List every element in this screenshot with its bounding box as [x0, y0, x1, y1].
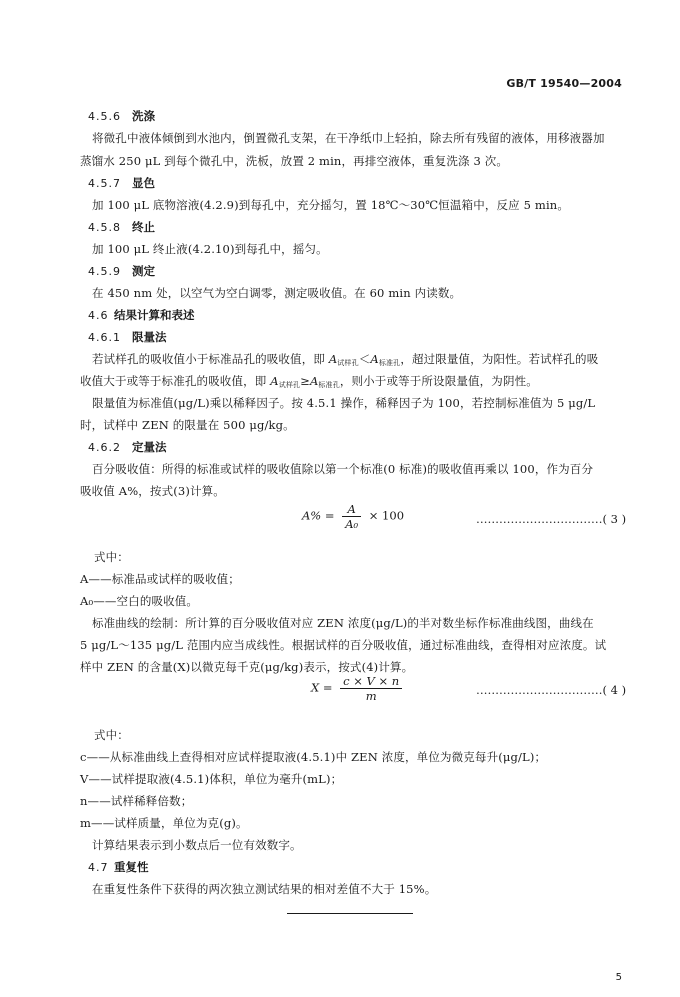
heading-4-6-2 [88, 439, 167, 455]
standard-code: GB/T 19540—2004 [506, 77, 622, 90]
where-label: 式中： [94, 728, 129, 742]
section-title: 限量法 [132, 330, 167, 344]
paragraph-line: 吸收值 A%，按式(3)计算。 [80, 484, 225, 498]
heading-4-5-9 [88, 263, 155, 279]
paragraph-line: 百分吸收值：所得的标准或试样的吸收值除以第一个标准(0 标准)的吸收值再乘以 100，作为百分 [92, 462, 594, 476]
where-label: 式中： [94, 550, 129, 564]
section-title: 洗涤 [132, 109, 155, 123]
section-number: 4.5.9 [88, 265, 121, 278]
equation-number-4: ……………………………( 4 ) [476, 683, 627, 697]
paragraph-line: 收值大于或等于标准孔的吸收值，即 $A_{试样孔}\ge A_{标准孔}$，则小于或等于所设限量值，为阴性。 [80, 374, 538, 389]
paragraph-line: 将微孔中液体倾倒到水池内，倒置微孔支架，在干净纸巾上轻拍，除去所有残留的液体，用移液器加 [92, 131, 605, 145]
paragraph-line: 样中 ZEN 的含量(X)以微克每千克(μg/kg)表示，按式(4)计算。 [80, 660, 414, 674]
heading-4-5-6 [88, 108, 155, 124]
heading-4-6-1 [88, 329, 167, 345]
paragraph-line: 限量值为标准值(μg/L)乘以稀释因子。按 4.5.1 操作，稀释因子为 100，若控制标准值为 5 μg/L [92, 396, 596, 410]
section-number: 4.5.7 [88, 177, 121, 190]
end-rule [287, 913, 413, 914]
paragraph-line: 标准曲线的绘制：所计算的百分吸收值对应 ZEN 浓度(μg/L)的半对数坐标作标准曲线图，曲线在 [92, 616, 594, 630]
section-number: 4.6.2 [88, 441, 121, 454]
equation-number-3: ……………………………( 3 ) [476, 512, 627, 526]
section-title: 测定 [132, 264, 155, 278]
paragraph-line: 5 μg/L～135 μg/L 范围内应当成线性。根据试样的百分吸收值，通过标准曲线，查得相对应浓度。试 [80, 638, 607, 652]
section-number: 4.5.8 [88, 221, 121, 234]
section-title: 定量法 [132, 440, 167, 454]
heading-4-6 [88, 307, 195, 323]
page-number: 5 [615, 972, 622, 983]
section-title: 终止 [132, 220, 155, 234]
section-number: 4.5.6 [88, 110, 121, 123]
paragraph-line: 若试样孔的吸收值小于标准品孔的吸收值，即 $A_{试样孔}<A_{标准孔}$，超过限量值，为阳性。若试样孔的吸 [92, 352, 599, 367]
section-number: 4.7 [88, 861, 109, 874]
where-item: c——从标准曲线上查得相对应试样提取液(4.5.1)中 ZEN 浓度，单位为微克每升(μg/L)； [80, 750, 547, 764]
where-item: A₀——空白的吸收值。 [80, 594, 199, 608]
formula-3: A% = $\frac{A}{\text{A₀}}$ × 100 [302, 502, 405, 531]
heading-4-5-8 [88, 219, 155, 235]
where-item: m——试样质量，单位为克(g)。 [80, 816, 248, 830]
where-item: n——试样稀释倍数； [80, 794, 193, 808]
paragraph-line: 加 100 μL 底物溶液(4.2.9)到每孔中，充分摇匀，置 18℃～30℃恒温箱中，反应 5 min。 [92, 198, 569, 212]
paragraph-line: 加 100 μL 终止液(4.2.10)到每孔中，摇匀。 [92, 242, 328, 256]
fraction: $\frac{A}{\text{A₀}}$ [342, 502, 361, 531]
paragraph-line: 蒸馏水 250 μL 到每个微孔中，洗板，放置 2 min，再排空液体，重复洗涤 3 次。 [80, 154, 509, 168]
heading-4-5-7 [88, 175, 155, 191]
where-item: A——标准品或试样的吸收值； [80, 572, 240, 586]
heading-4-7 [88, 859, 149, 875]
formula-4: X = $\frac{c \times V \times n}{m}$ [311, 674, 406, 703]
section-title: 显色 [132, 176, 155, 190]
section-number: 4.6.1 [88, 331, 121, 344]
paragraph-line: 时，试样中 ZEN 的限量在 500 μg/kg。 [80, 418, 295, 432]
section-title: 重复性 [114, 860, 149, 874]
section-number: 4.6 [88, 309, 109, 322]
paragraph-line: 在重复性条件下获得的两次独立测试结果的相对差值不大于 15%。 [92, 882, 437, 896]
fraction: $\frac{c \times V \times n}{m}$ [340, 674, 402, 703]
paragraph-line: 在 450 nm 处，以空气为空白调零，测定吸收值。在 60 min 内读数。 [92, 286, 462, 300]
section-title: 结果计算和表述 [114, 308, 195, 322]
where-item: V——试样提取液(4.5.1)体积，单位为毫升(mL)； [80, 772, 343, 786]
paragraph-line: 计算结果表示到小数点后一位有效数字。 [92, 838, 302, 852]
